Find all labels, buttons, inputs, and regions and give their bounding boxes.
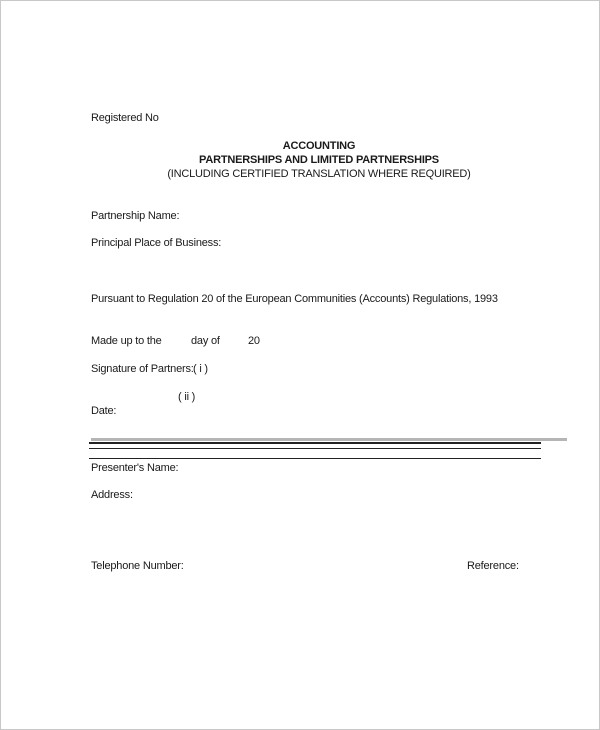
- date-label: Date:: [91, 405, 117, 417]
- section-divider-top: [89, 442, 541, 444]
- section-divider-middle: [89, 448, 541, 449]
- year-prefix: 20: [248, 335, 260, 347]
- title-line-1: ACCOUNTING: [282, 140, 356, 152]
- address-label: Address:: [91, 489, 133, 501]
- title-line-2: PARTNERSHIPS AND LIMITED PARTNERSHIPS: [199, 154, 439, 166]
- section-divider-bottom: [89, 458, 541, 459]
- signature-partner-ii: ( ii ): [178, 391, 196, 403]
- principal-place-label: Principal Place of Business:: [91, 237, 222, 249]
- registered-no-label: Registered No: [91, 112, 159, 124]
- presenters-name-label: Presenter's Name:: [91, 462, 179, 474]
- day-of-label: day of: [191, 335, 220, 347]
- signature-partners-label: Signature of Partners:: [91, 363, 194, 375]
- made-up-to-label: Made up to the: [91, 335, 162, 347]
- signature-partner-i: ( i ): [193, 363, 208, 375]
- partnership-name-label: Partnership Name:: [91, 210, 180, 222]
- telephone-number-label: Telephone Number:: [91, 560, 184, 572]
- section-divider-shadow: [91, 438, 567, 441]
- regulation-text: Pursuant to Regulation 20 of the European Communities (Accounts) Regulations, 1993: [91, 293, 498, 305]
- reference-label: Reference:: [467, 560, 519, 572]
- title-line-3: (INCLUDING CERTIFIED TRANSLATION WHERE REQUIRED): [167, 168, 471, 180]
